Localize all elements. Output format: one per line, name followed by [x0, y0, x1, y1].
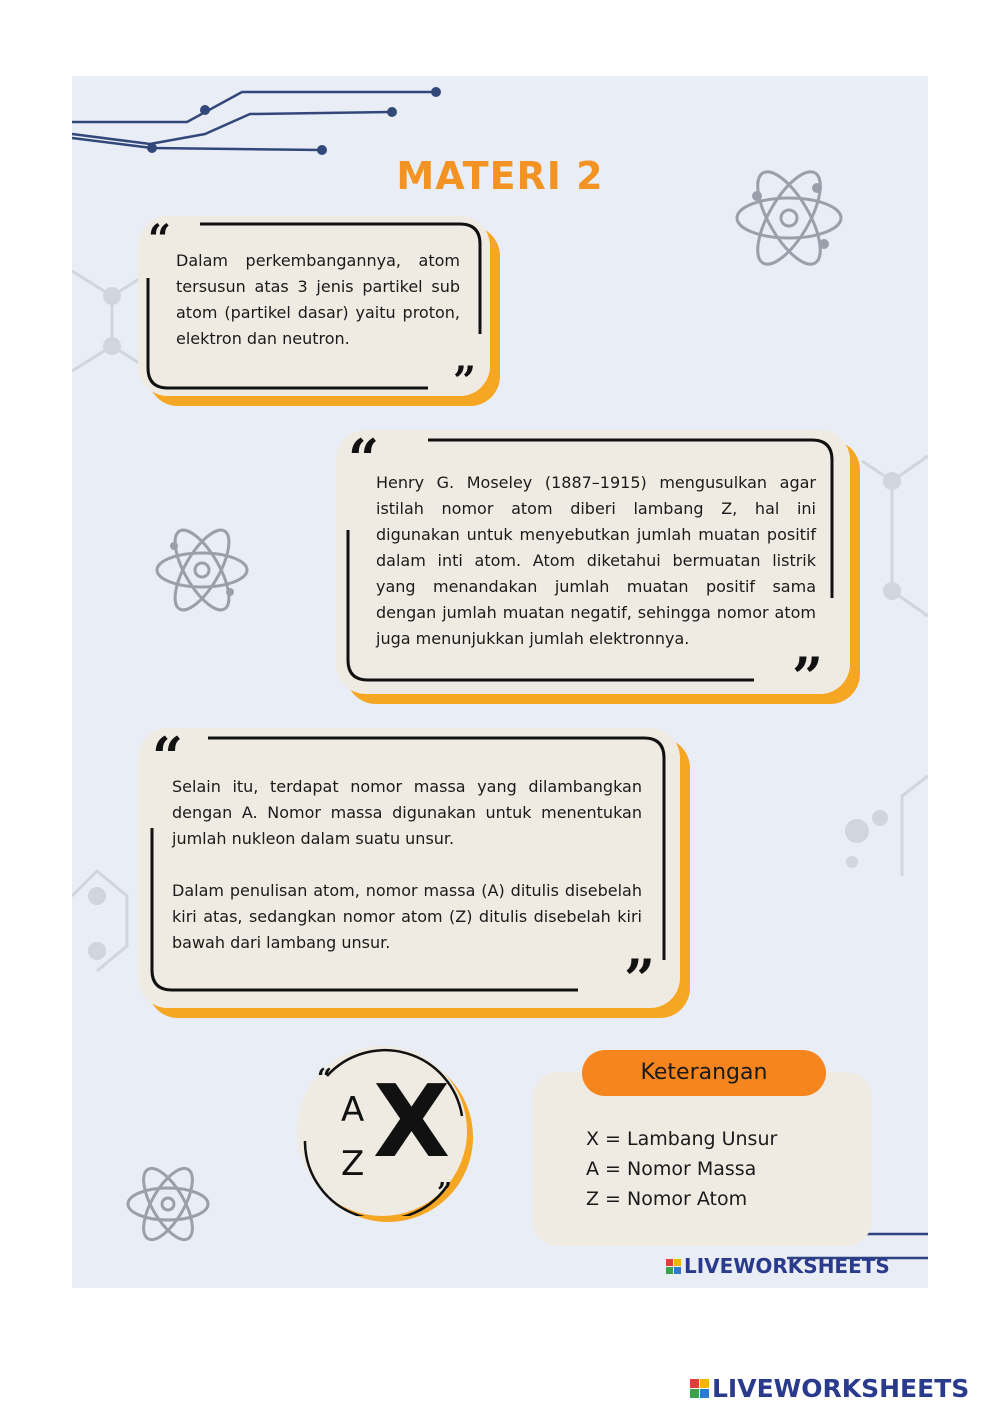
circuit-lines-icon — [72, 92, 436, 150]
close-quote-icon: ” — [453, 358, 477, 405]
card-text — [172, 774, 642, 956]
element-symbol: X — [373, 1063, 451, 1180]
close-quote-icon: ” — [437, 1178, 452, 1208]
atomic-notation-badge — [297, 1046, 467, 1216]
card-paragraph: Dalam penulisan atom, nomor massa (A) ditulis disebelah kiri atas, sedangkan nomor atom (Z) ditulis disebelah kiri bawah dari lambang unsur. — [172, 881, 642, 952]
legend-item: Z = Nomor Atom — [586, 1188, 748, 1210]
card-paragraph: Henry G. Moseley (1887–1915) mengusulkan agar istilah nomor atom diberi lambang Z, hal ini digunakan untuk menyebutkan jumlah muatan positif dalam inti atom. Atom diketahui bermuatan listrik yang menandakan jumlah muatan positif sama dengan jumlah muatan negatif, sehingga nomor atom juga menunjukkan jumlah elektronnya. — [376, 473, 816, 648]
liveworksheets-logo-icon — [666, 1259, 681, 1274]
legend-item: X = Lambang Unsur — [586, 1128, 778, 1150]
card-paragraph: Dalam perkembangannya, atom tersusun atas 3 jenis partikel sub atom (partikel dasar) yaitu proton, elektron dan neutron. — [176, 251, 460, 348]
quote-card-3 — [138, 725, 680, 1011]
quote-card-1 — [138, 216, 490, 405]
brand-text: LIVEWORKSHEETS — [684, 1254, 890, 1278]
brand-text: LIVEWORKSHEETS — [712, 1374, 970, 1403]
brand-footer[interactable] — [690, 1374, 969, 1403]
page-title: MATERI 2 — [396, 154, 604, 198]
legend-list — [586, 1124, 777, 1214]
atomic-number: Z — [341, 1144, 365, 1184]
quote-card-2 — [336, 427, 850, 709]
card-paragraph: Selain itu, terdapat nomor massa yang dilambangkan dengan A. Nomor massa digunakan untuk menentukan jumlah nukleon dalam suatu unsur. — [172, 777, 642, 848]
liveworksheets-logo-icon — [690, 1379, 709, 1398]
open-quote-icon: “ — [317, 1064, 332, 1094]
legend-item: A = Nomor Massa — [586, 1158, 757, 1180]
close-quote-icon: ” — [624, 947, 656, 1011]
brand-inner — [666, 1254, 890, 1278]
card-text — [376, 470, 816, 652]
card-text — [176, 248, 460, 352]
legend-title: Keterangan — [582, 1050, 826, 1096]
open-quote-icon: “ — [152, 725, 184, 789]
open-quote-icon: “ — [348, 427, 380, 491]
worksheet-page — [72, 76, 928, 1288]
close-quote-icon: ” — [792, 645, 824, 709]
open-quote-icon: “ — [148, 216, 172, 263]
mass-number: A — [341, 1090, 365, 1130]
